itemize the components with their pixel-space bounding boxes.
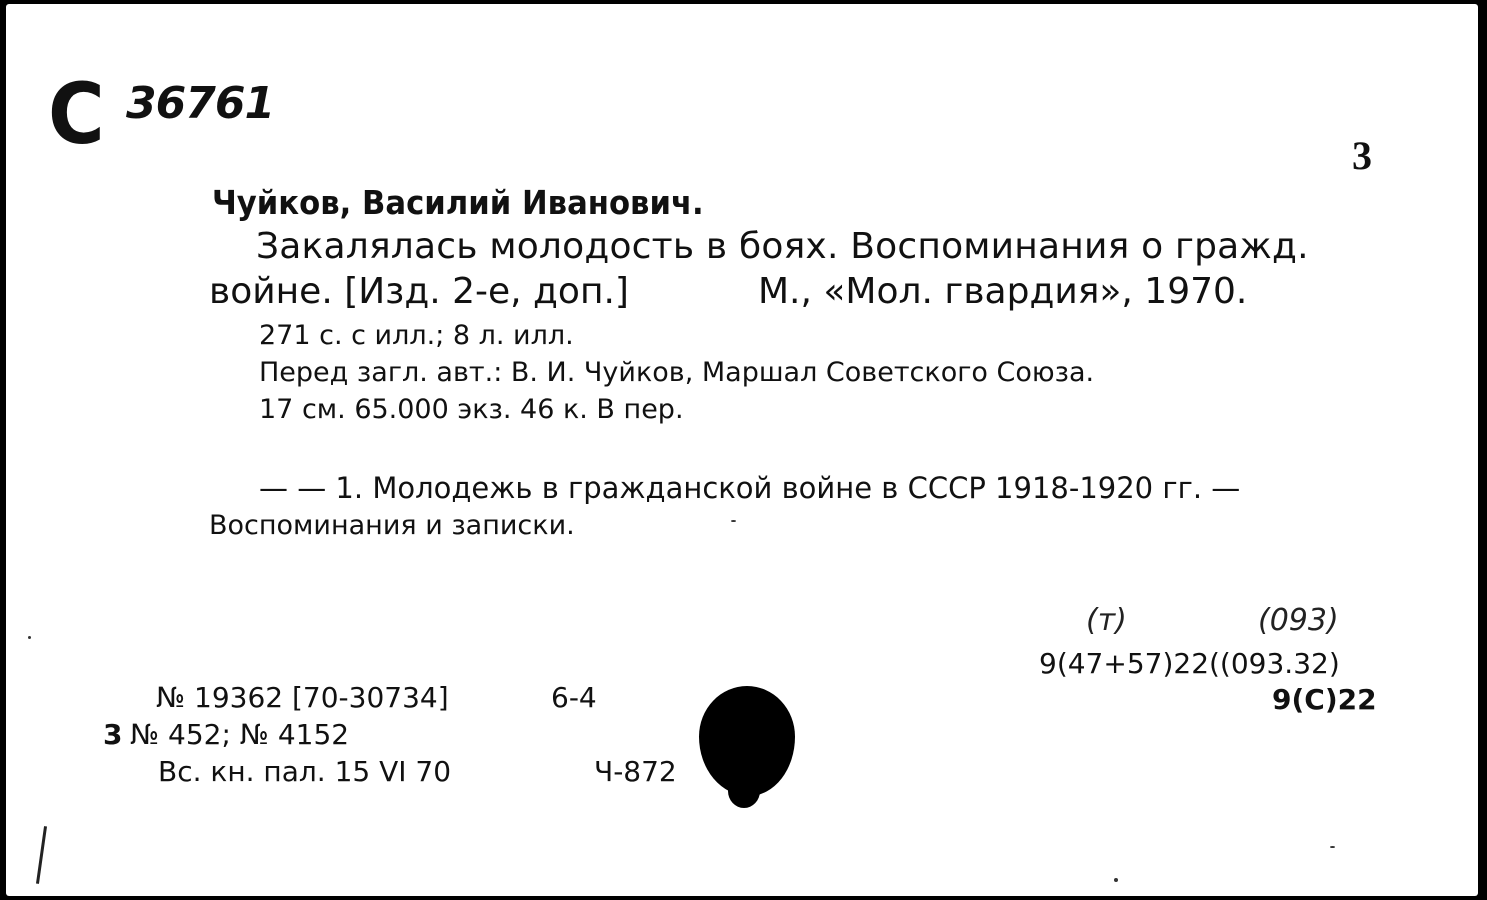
card-numbers: № 452; № 4152 [130,718,350,751]
speck [1330,846,1335,848]
author-note: Перед загл. авт.: В. И. Чуйков, Маршал Советского Союза. [259,357,1095,388]
author-heading: Чуйков, Василий Иванович. [212,183,704,222]
call-number: 36761 [126,78,275,129]
section-mark: 3 [1352,133,1372,178]
speck [1114,878,1118,882]
udc-index: 9(47+57)22((093.32) [1039,647,1340,680]
title-line-2-edition: войне. [Изд. 2-е, доп.] [209,271,629,312]
registration-number: № 19362 [70-30734] [156,681,449,714]
bbk-index: 9(С)22 [1272,683,1377,716]
title-line-2-imprint: М., «Мол. гвардия», 1970. [758,271,1248,312]
book-chamber-date: Вс. кн. пал. 15 VI 70 [158,755,452,788]
subject-line-2: Воспоминания и записки. [209,510,575,541]
physical-description: 271 с. с илл.; 8 л. илл. [259,320,574,351]
handwritten-note-2: (093) [1258,603,1339,638]
author-sign: Ч-872 [594,755,677,788]
size-print-price: 17 см. 65.000 экз. 46 к. В пер. [259,394,684,425]
class-letter: С [48,65,105,163]
pencil-mark [36,826,47,884]
catalog-card [6,4,1478,896]
punch-hole-edge [728,774,760,808]
handwritten-note-1: (т) [1086,603,1127,638]
title-line-1: Закалялась молодость в боях. Воспоминания о гражд. [256,226,1309,267]
registration-code: 6-4 [551,681,597,714]
speck [28,636,31,639]
footer-mark: 3 [103,718,123,751]
speck [731,520,736,522]
subject-line-1: — — 1. Молодежь в гражданской войне в СССР 1918-1920 гг. — [259,471,1241,505]
